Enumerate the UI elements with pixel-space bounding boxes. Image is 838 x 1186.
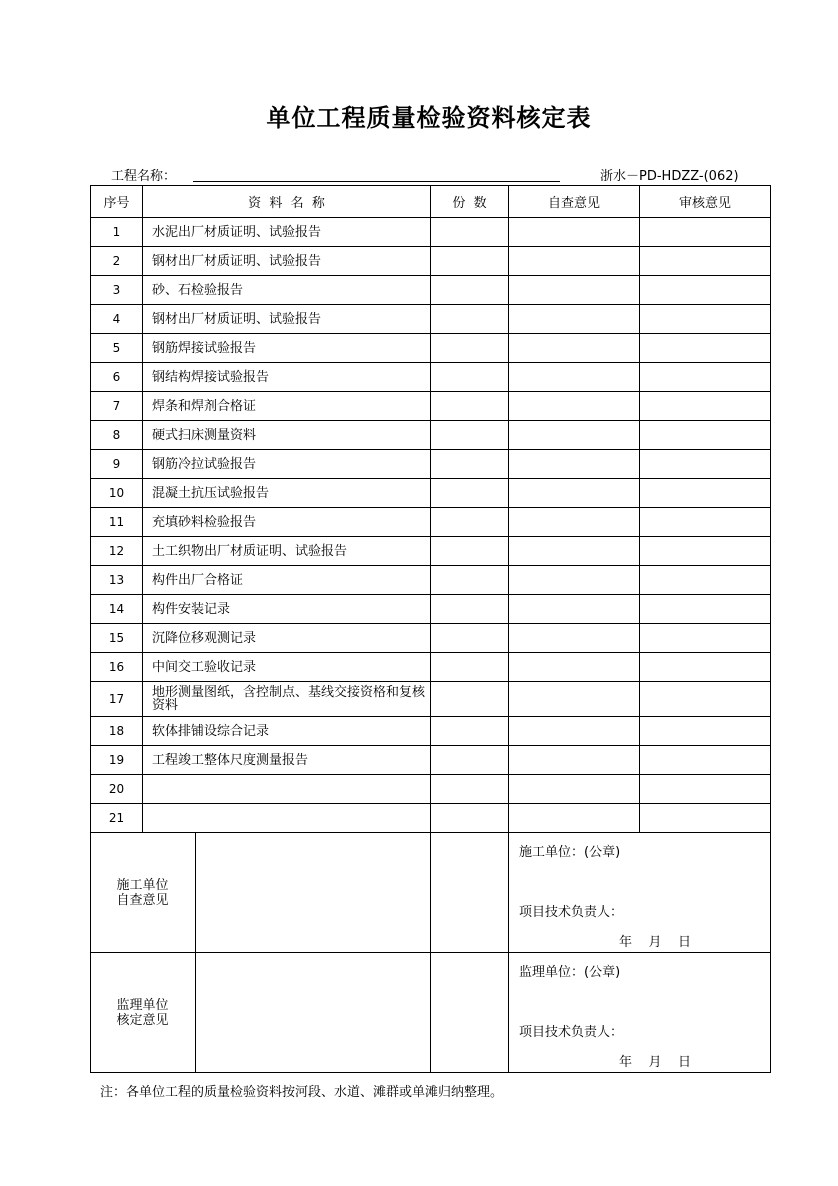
self-check-cell[interactable] (509, 247, 640, 276)
count-cell[interactable] (431, 717, 509, 746)
self-check-cell[interactable] (509, 305, 640, 334)
row-number: 14 (91, 595, 143, 624)
document-name: 构件安装记录 (143, 595, 431, 624)
table-row (91, 717, 771, 746)
inspection-table (90, 185, 771, 1073)
review-cell[interactable] (640, 653, 771, 682)
row-number: 10 (91, 479, 143, 508)
construction-label-line2: 自查意见 (116, 892, 169, 908)
document-name: 焊条和焊剂合格证 (143, 392, 431, 421)
header-name: 资 料 名 称 (143, 186, 431, 218)
row-number: 18 (91, 717, 143, 746)
row-number: 11 (91, 508, 143, 537)
table-row (91, 746, 771, 775)
table-row (91, 276, 771, 305)
document-name: 软体排铺设综合记录 (143, 717, 431, 746)
review-cell[interactable] (640, 247, 771, 276)
construction-opinion-area[interactable] (431, 833, 509, 953)
project-name-label: 工程名称： (111, 169, 177, 184)
document-name: 钢筋焊接试验报告 (143, 334, 431, 363)
count-cell[interactable] (431, 276, 509, 305)
row-number: 9 (91, 450, 143, 479)
self-check-cell[interactable] (509, 479, 640, 508)
count-cell[interactable] (431, 247, 509, 276)
count-cell[interactable] (431, 218, 509, 247)
footnote: 注：各单位工程的质量检验资料按河段、水道、滩群或单滩归纳整理。 (100, 1085, 504, 1100)
count-cell[interactable] (431, 363, 509, 392)
construction-signature-row (91, 833, 771, 953)
page-title: 单位工程质量检验资料核定表 (266, 104, 592, 132)
self-check-cell[interactable] (509, 392, 640, 421)
self-check-cell[interactable] (509, 566, 640, 595)
table-row (91, 479, 771, 508)
table-row (91, 363, 771, 392)
count-cell[interactable] (431, 450, 509, 479)
self-check-cell[interactable] (509, 334, 640, 363)
row-number: 3 (91, 276, 143, 305)
row-number: 5 (91, 334, 143, 363)
count-cell[interactable] (431, 624, 509, 653)
self-check-cell[interactable] (509, 746, 640, 775)
review-cell[interactable] (640, 479, 771, 508)
self-check-cell[interactable] (509, 624, 640, 653)
count-cell[interactable] (431, 653, 509, 682)
row-number: 21 (91, 804, 143, 833)
self-check-cell[interactable] (509, 421, 640, 450)
document-name: 土工织物出厂材质证明、试验报告 (143, 537, 431, 566)
review-cell[interactable] (640, 566, 771, 595)
supervision-responsible: 项目技术负责人： (519, 1025, 624, 1040)
table-row (91, 305, 771, 334)
review-cell[interactable] (640, 804, 771, 833)
document-name (143, 804, 431, 833)
review-cell[interactable] (640, 717, 771, 746)
review-cell[interactable] (640, 218, 771, 247)
document-name: 钢材出厂材质证明、试验报告 (143, 247, 431, 276)
supervision-unit-seal: 监理单位：(公章) (519, 965, 621, 980)
count-cell[interactable] (431, 746, 509, 775)
supervision-date: 年 月 日 (619, 1055, 692, 1070)
document-name (143, 775, 431, 804)
review-cell[interactable] (640, 537, 771, 566)
document-name: 钢材出厂材质证明、试验报告 (143, 305, 431, 334)
construction-label (91, 833, 196, 952)
row-number: 17 (91, 682, 143, 717)
count-cell[interactable] (431, 682, 509, 717)
self-check-cell[interactable] (509, 804, 640, 833)
document-name: 地形测量图纸，含控制点、基线交接资格和复核资料 (143, 682, 431, 717)
table-row (91, 566, 771, 595)
table-row (91, 595, 771, 624)
review-cell[interactable] (640, 450, 771, 479)
supervision-opinion-cell[interactable] (116, 953, 431, 1073)
form-code: 浙水－PD-HDZZ-(062) (600, 169, 739, 184)
count-cell[interactable] (431, 421, 509, 450)
table-row (91, 624, 771, 653)
self-check-cell[interactable] (509, 717, 640, 746)
document-name: 砂、石检验报告 (143, 276, 431, 305)
supervision-seal-cell[interactable] (509, 953, 771, 1073)
review-cell[interactable] (640, 363, 771, 392)
table-row (91, 804, 771, 833)
self-check-cell[interactable] (509, 276, 640, 305)
table-row (91, 421, 771, 450)
row-number: 1 (91, 218, 143, 247)
count-cell[interactable] (431, 334, 509, 363)
supervision-label (91, 953, 196, 1072)
table-row (91, 247, 771, 276)
construction-opinion-cell[interactable] (116, 833, 431, 953)
row-number: 13 (91, 566, 143, 595)
table-row (91, 775, 771, 804)
row-number: 12 (91, 537, 143, 566)
count-cell[interactable] (431, 537, 509, 566)
row-number: 6 (91, 363, 143, 392)
document-name: 充填砂料检验报告 (143, 508, 431, 537)
header-count: 份 数 (431, 186, 509, 218)
construction-date: 年 月 日 (619, 935, 692, 950)
construction-seal-cell[interactable] (509, 833, 771, 953)
supervision-opinion-area[interactable] (431, 953, 509, 1073)
review-cell[interactable] (640, 624, 771, 653)
review-cell[interactable] (640, 508, 771, 537)
header-no: 序号 (91, 186, 143, 218)
document-name: 硬式扫床测量资料 (143, 421, 431, 450)
document-name: 构件出厂合格证 (143, 566, 431, 595)
row-number: 2 (91, 247, 143, 276)
review-cell[interactable] (640, 682, 771, 717)
self-check-cell[interactable] (509, 450, 640, 479)
table-row (91, 537, 771, 566)
document-name: 中间交工验收记录 (143, 653, 431, 682)
self-check-cell[interactable] (509, 775, 640, 804)
document-name: 水泥出厂材质证明、试验报告 (143, 218, 431, 247)
count-cell[interactable] (431, 305, 509, 334)
row-number: 7 (91, 392, 143, 421)
construction-responsible: 项目技术负责人： (519, 905, 624, 920)
self-check-cell[interactable] (509, 537, 640, 566)
header-review: 审核意见 (640, 186, 771, 218)
table-row (91, 508, 771, 537)
self-check-cell[interactable] (509, 218, 640, 247)
count-cell[interactable] (431, 804, 509, 833)
count-cell[interactable] (431, 775, 509, 804)
count-cell[interactable] (431, 479, 509, 508)
table-row (91, 218, 771, 247)
self-check-cell[interactable] (509, 508, 640, 537)
review-cell[interactable] (640, 276, 771, 305)
count-cell[interactable] (431, 508, 509, 537)
review-cell[interactable] (640, 595, 771, 624)
row-number: 8 (91, 421, 143, 450)
self-check-cell[interactable] (509, 595, 640, 624)
table-row (91, 653, 771, 682)
construction-label-line1: 施工单位 (116, 877, 169, 893)
document-name: 沉降位移观测记录 (143, 624, 431, 653)
count-cell[interactable] (431, 595, 509, 624)
review-cell[interactable] (640, 334, 771, 363)
count-cell[interactable] (431, 392, 509, 421)
table-row (91, 334, 771, 363)
row-number: 19 (91, 746, 143, 775)
header-self-check: 自查意见 (509, 186, 640, 218)
table-row (91, 682, 771, 717)
project-name-field[interactable] (193, 181, 560, 182)
review-cell[interactable] (640, 775, 771, 804)
document-name: 工程竣工整体尺度测量报告 (143, 746, 431, 775)
row-number: 16 (91, 653, 143, 682)
self-check-cell[interactable] (509, 363, 640, 392)
construction-unit-seal: 施工单位：(公章) (519, 845, 621, 860)
table-row (91, 450, 771, 479)
supervision-label-line2: 核定意见 (116, 1012, 169, 1028)
document-name: 混凝土抗压试验报告 (143, 479, 431, 508)
table-row (91, 392, 771, 421)
row-number: 15 (91, 624, 143, 653)
supervision-label-line1: 监理单位 (116, 997, 169, 1013)
review-cell[interactable] (640, 421, 771, 450)
row-number: 4 (91, 305, 143, 334)
table-header-row (91, 186, 771, 218)
review-cell[interactable] (640, 392, 771, 421)
count-cell[interactable] (431, 566, 509, 595)
document-name: 钢结构焊接试验报告 (143, 363, 431, 392)
document-name: 钢筋冷拉试验报告 (143, 450, 431, 479)
supervision-signature-row (91, 953, 771, 1073)
self-check-cell[interactable] (509, 653, 640, 682)
review-cell[interactable] (640, 305, 771, 334)
self-check-cell[interactable] (509, 682, 640, 717)
review-cell[interactable] (640, 746, 771, 775)
row-number: 20 (91, 775, 143, 804)
